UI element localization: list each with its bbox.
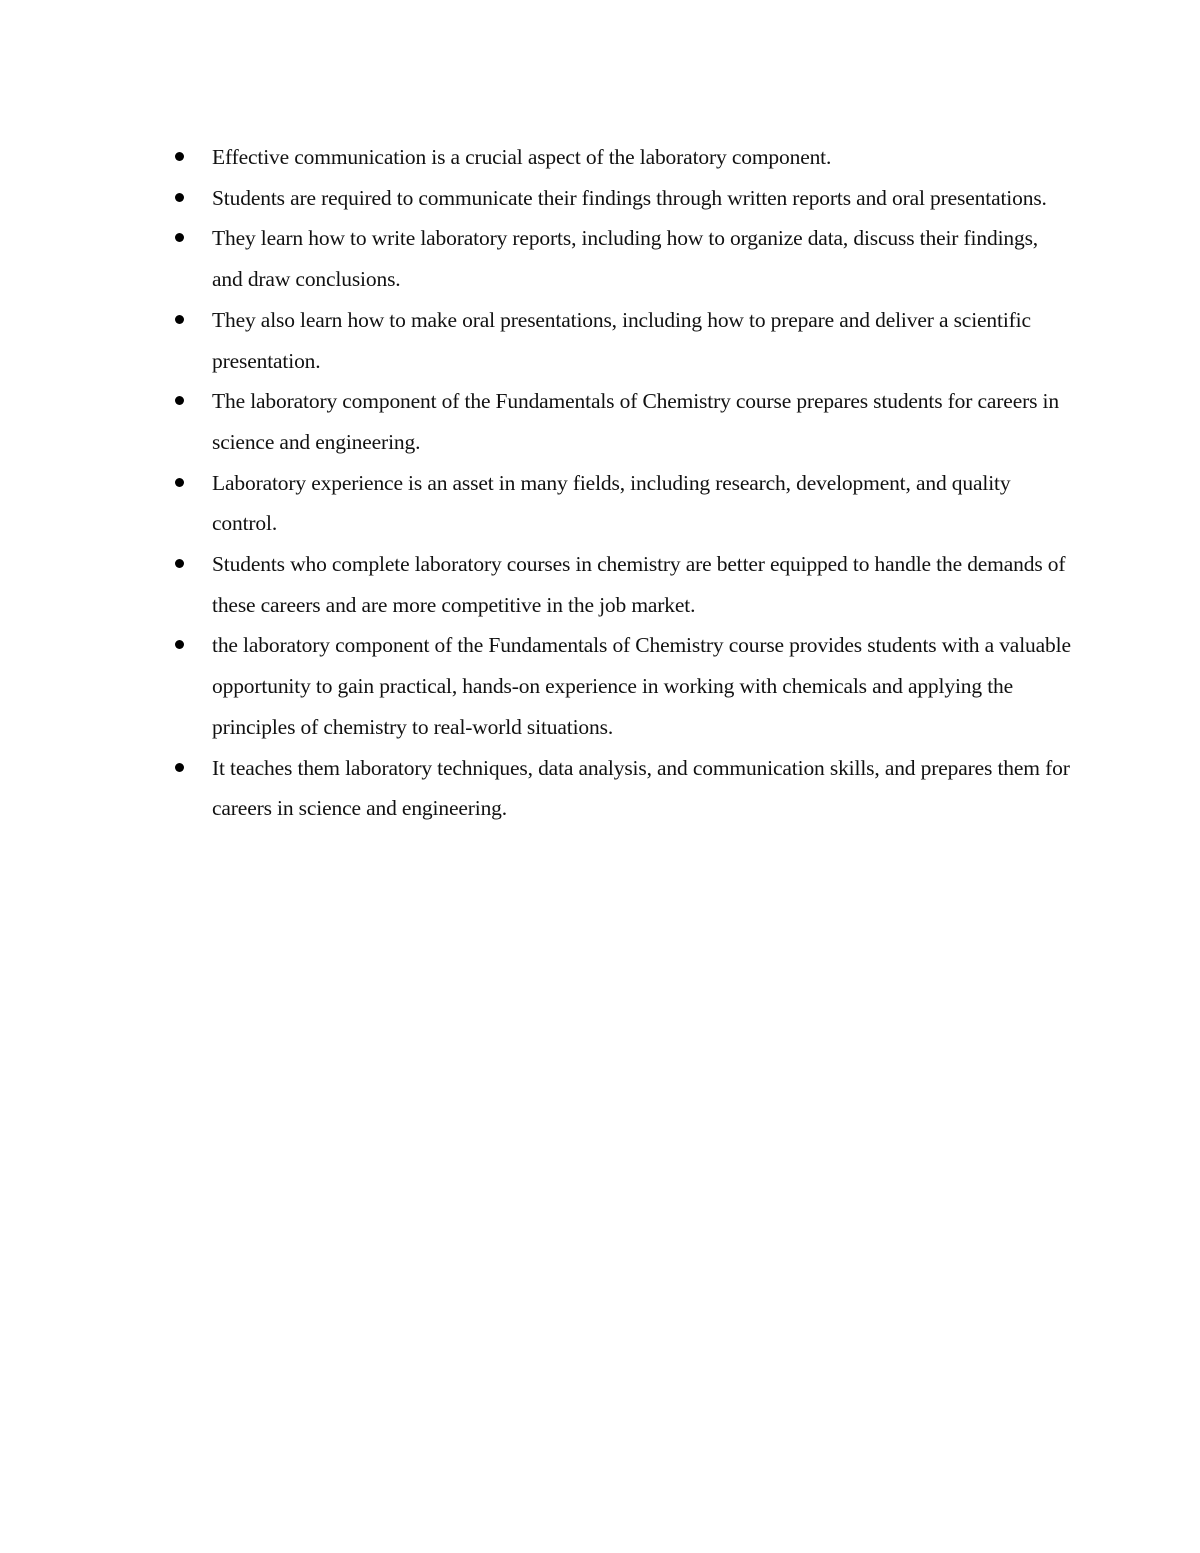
bullet-dot-icon [175, 396, 184, 405]
bullet-dot-icon [175, 640, 184, 649]
list-item [172, 218, 1072, 299]
bullet-dot-icon [175, 478, 184, 487]
list-item-text: The laboratory component of the Fundamentals of Chemistry course prepares students for careers in science and engineering. [212, 389, 1059, 454]
bullet-list [172, 137, 1072, 829]
list-item-text: Students who complete laboratory courses in chemistry are better equipped to handle the demands of these careers and are more competitive in the job market. [212, 552, 1066, 617]
list-item-text: Students are required to communicate their findings through written reports and oral presentations. [212, 185, 1047, 210]
list-item [172, 300, 1072, 381]
list-item [172, 544, 1072, 625]
list-item-text: It teaches them laboratory techniques, data analysis, and communication skills, and prepares them for careers in science and engineering. [212, 755, 1070, 821]
list-item [172, 137, 1072, 178]
list-item [172, 381, 1072, 462]
list-item-text: the laboratory component of the Fundamentals of Chemistry course provides students with a valuable opportunity to gain practical, hands-on experience in working with chemicals and applying the principles of chemistry to real-world situations. [212, 633, 1071, 739]
bullet-dot-icon [175, 193, 184, 202]
bullet-dot-icon [175, 233, 184, 242]
bullet-dot-icon [175, 559, 184, 568]
list-item-text: Effective communication is a crucial aspect of the laboratory component. [212, 145, 832, 169]
list-item [172, 625, 1072, 747]
bullet-dot-icon [175, 315, 184, 324]
list-item-text: They also learn how to make oral presentations, including how to prepare and deliver a scientific presentation. [212, 307, 1031, 373]
list-item-text: Laboratory experience is an asset in many fields, including research, development, and quality control. [212, 470, 1011, 536]
bullet-dot-icon [175, 763, 184, 772]
list-item [172, 748, 1072, 829]
list-item [172, 178, 1072, 219]
list-item-text: They learn how to write laboratory reports, including how to organize data, discuss their findings, and draw conclusions. [212, 226, 1039, 292]
bullet-dot-icon [175, 152, 184, 161]
list-item [172, 463, 1072, 544]
